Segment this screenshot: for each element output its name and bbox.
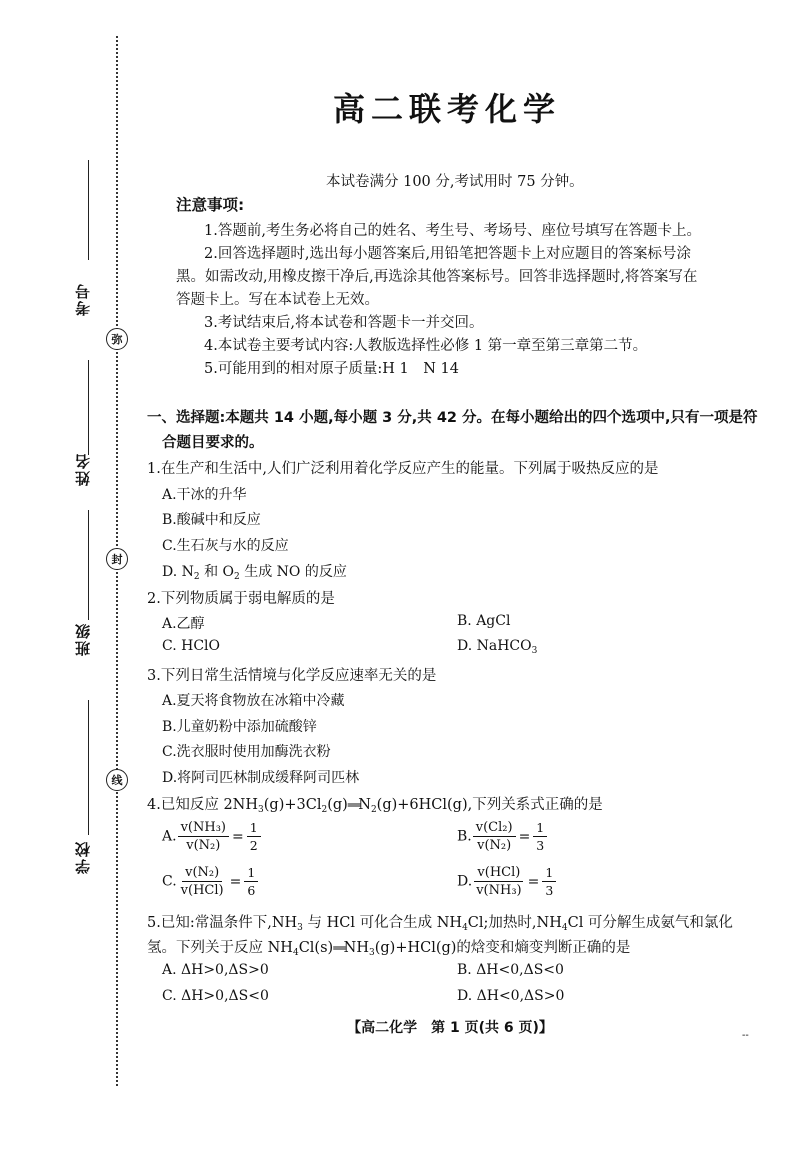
q1-d-sub-2: 2 — [234, 572, 240, 582]
q2-d-text: D. NaHCO — [457, 638, 532, 654]
q5-l1-text-1: 5.已知:常温条件下,NH — [147, 915, 298, 931]
q4-d-label: D. — [457, 873, 473, 890]
school-label: 学校 — [74, 840, 92, 874]
q4-d-result-num: 1 — [542, 864, 556, 882]
q4-a-equals: = — [231, 828, 244, 845]
q4-stem-1: 4.已知反应 2NH — [147, 797, 259, 813]
q5-l1-sub-3: 4 — [561, 923, 568, 933]
q4-d-result-den: 3 — [545, 883, 554, 898]
exam-no-blank — [88, 160, 89, 260]
question-4-option-d — [457, 864, 557, 899]
q4-b-equals: = — [518, 828, 531, 845]
q4-stem-4: N — [358, 797, 371, 813]
exam-info: 本试卷满分 100 分,考试用时 75 分钟。 — [326, 174, 584, 190]
q4-stem-5: (g)+6HCl(g),下列关系式正确的是 — [376, 797, 603, 813]
q1-d-text-1: D. N — [162, 564, 194, 580]
question-5-stem-line-2 — [147, 936, 630, 958]
q5-l2-text-4: (g)+HCl(g)的焓变和熵变判断正确的是 — [374, 940, 631, 956]
question-3-option-b: B.儿童奶粉中添加硫酸锌 — [162, 719, 317, 735]
q5-l2-sub-2: 3 — [368, 948, 375, 958]
q4-a-label: A. — [162, 828, 177, 845]
question-5-option-a: A. ΔH>0,ΔS>0 — [162, 962, 269, 978]
class-label: 班级 — [74, 622, 92, 656]
seal-mi: 弥 — [106, 328, 128, 350]
q4-d-numerator: v(HCl) — [474, 864, 523, 882]
name-label: 姓名 — [74, 452, 92, 486]
notice-item-2-line-1: 2.回答选择题时,选出每小题答案后,用铅笔把答题卡上对应题目的答案标号涂 — [204, 246, 692, 262]
q5-l2-text-2: Cl(s) — [298, 940, 334, 956]
question-2-option-c: C. HClO — [162, 638, 220, 654]
notice-item-1: 1.答题前,考生务必将自己的姓名、考生号、考场号、座位号填写在答题卡上。 — [204, 223, 701, 239]
q4-b-numerator: v(Cl₂) — [473, 819, 516, 837]
notice-item-5: 5.可能用到的相对原子质量:H 1 N 14 — [204, 361, 459, 377]
question-1-option-b: B.酸碱中和反应 — [162, 512, 261, 528]
q5-l1-text-3: Cl;加热时,NH — [467, 915, 562, 931]
notice-heading: 注意事项: — [176, 196, 245, 214]
q4-d-equals: = — [527, 873, 540, 890]
q4-c-result-num: 1 — [244, 864, 258, 882]
q4-b-label: B. — [457, 828, 472, 845]
name-blank — [88, 360, 89, 455]
q4-equal-arrow: ══ — [347, 798, 359, 812]
q4-sub-3: 2 — [370, 805, 377, 815]
q4-d-denominator: v(NH₃) — [476, 883, 522, 898]
q4-stem-3: (g) — [327, 797, 348, 813]
q4-b-denominator: v(N₂) — [477, 838, 512, 853]
exam-no-label: 考号 — [74, 282, 92, 316]
q4-c-numerator: v(N₂) — [182, 864, 222, 882]
q4-c-label: C. — [162, 873, 177, 890]
seal-xian: 线 — [106, 769, 128, 791]
notice-item-3: 3.考试结束后,将本试卷和答题卡一并交回。 — [204, 315, 484, 331]
q5-l2-sub-1: 4 — [292, 948, 299, 958]
notice-item-2-line-2: 黑。如需改动,用橡皮擦干净后,再选涂其他答案标号。回答非选择题时,将答案写在 — [176, 269, 698, 285]
seal-feng: 封 — [106, 548, 128, 570]
question-2-stem: 2.下列物质属于弱电解质的是 — [147, 591, 335, 607]
q4-a-numerator: v(NH₃) — [178, 819, 229, 837]
question-1-option-c: C.生石灰与水的反应 — [162, 538, 289, 554]
question-3-stem: 3.下列日常生活情境与化学反应速率无关的是 — [147, 668, 437, 684]
q5-l1-text-4: Cl 可分解生成氨气和氯化 — [567, 915, 733, 931]
page-footer: 【高二化学 第 1 页(共 6 页)】 — [347, 1020, 553, 1036]
q5-l2-text-3: NH — [343, 940, 369, 956]
q5-l1-sub-1: 3 — [297, 923, 303, 933]
question-4-option-b — [457, 819, 548, 854]
question-4-stem — [147, 793, 603, 815]
question-1-option-a: A.干冰的升华 — [162, 487, 247, 503]
question-1-option-d — [162, 561, 347, 582]
q5-equal-arrow: ══ — [333, 941, 344, 955]
q4-b-result-den: 3 — [536, 838, 545, 853]
question-4-option-a — [162, 819, 262, 854]
q1-d-text-2: 和 O — [199, 564, 235, 580]
q4-b-result-num: 1 — [533, 819, 547, 837]
q5-l1-sub-2: 4 — [462, 923, 468, 933]
q4-a-result-den: 2 — [249, 838, 258, 853]
question-5-stem-line-1 — [147, 911, 733, 933]
q4-c-equals: = — [229, 873, 242, 890]
question-2-option-a: A.乙醇 — [162, 616, 205, 632]
q2-d-sub: 3 — [531, 646, 538, 656]
section-heading-line-2: 合题目要求的。 — [162, 435, 264, 451]
q4-stem-2: (g)+3Cl — [263, 797, 322, 813]
corner-mark: -- — [742, 1030, 749, 1041]
notice-item-4: 4.本试卷主要考试内容:人教版选择性必修 1 第一章至第三章第二节。 — [204, 338, 648, 354]
school-blank — [88, 700, 89, 835]
q4-a-denominator: v(N₂) — [186, 838, 221, 853]
question-4-option-c — [162, 864, 259, 899]
q4-c-denominator: v(HCl) — [180, 883, 224, 898]
notice-item-2-line-3: 答题卡上。写在本试卷上无效。 — [176, 292, 379, 308]
question-3-option-c: C.洗衣服时使用加酶洗衣粉 — [162, 744, 331, 760]
question-3-option-d: D.将阿司匹林制成缓释阿司匹林 — [162, 770, 360, 786]
question-5-option-b: B. ΔH<0,ΔS<0 — [457, 962, 564, 978]
q5-l2-text-1: 氢。下列关于反应 NH — [147, 940, 293, 956]
question-3-option-a: A.夏天将食物放在冰箱中冷藏 — [162, 693, 345, 709]
q4-sub-1: 3 — [258, 805, 264, 815]
q4-c-result-den: 6 — [247, 883, 256, 898]
q4-a-result-num: 1 — [247, 819, 261, 837]
question-2-option-d — [457, 638, 537, 656]
question-5-option-d: D. ΔH<0,ΔS>0 — [457, 988, 565, 1004]
q4-sub-2: 2 — [321, 805, 328, 815]
class-blank — [88, 510, 89, 620]
q5-l1-text-2: 与 HCl 可化合生成 NH — [302, 915, 463, 931]
q1-d-sub-1: 2 — [193, 572, 200, 582]
question-2-option-b: B. AgCl — [457, 613, 511, 629]
section-heading-line-1: 一、选择题:本题共 14 小题,每小题 3 分,共 42 分。在每小题给出的四个选项中,只有一项是符 — [147, 410, 758, 426]
q1-d-text-3: 生成 NO 的反应 — [239, 564, 347, 580]
question-5-option-c: C. ΔH>0,ΔS<0 — [162, 988, 269, 1004]
question-1-stem: 1.在生产和生活中,人们广泛利用着化学反应产生的能量。下列属于吸热反应的是 — [147, 461, 659, 477]
page-title: 高二联考化学 — [332, 90, 561, 128]
